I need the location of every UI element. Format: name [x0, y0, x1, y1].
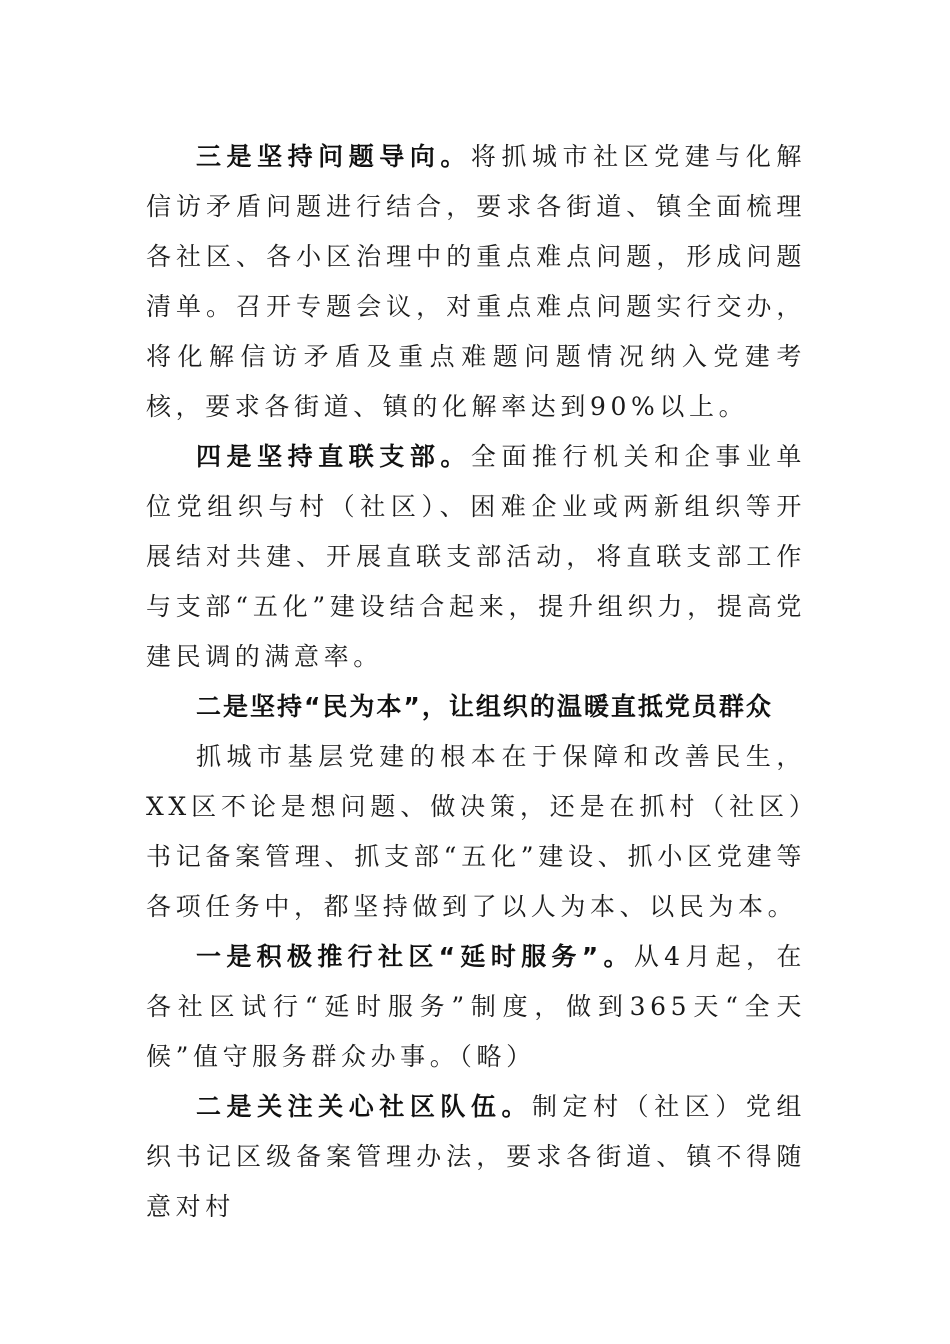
document-body — [146, 132, 806, 1232]
paragraph-problem-orientation — [146, 132, 806, 432]
paragraph-extended-service — [146, 932, 806, 1082]
paragraph-body: 全面推行机关和企事业单位党组织与村（社区）、困难企业或两新组织等开展结对共建、开展直联支部活动，将直联支部工作与支部“五化”建设结合起来，提升组织力，提高党建民调的满意率。 — [146, 442, 806, 671]
paragraph-lead: 四是坚持直联支部。 — [196, 442, 471, 471]
paragraph-lead: 三是坚持问题导向。 — [196, 142, 471, 171]
paragraph-direct-branch — [146, 432, 806, 682]
paragraph-body: 将抓城市社区党建与化解信访矛盾问题进行结合，要求各街道、镇全面梳理各社区、各小区治理中的重点难点问题，形成问题清单。召开专题会议，对重点难点问题实行交办，将化解信访矛盾及重点难题问题情况纳入党建考核，要求各街道、镇的化解率达到90%以上。 — [146, 142, 806, 421]
paragraph-body: 从4月起，在各社区试行“延时服务”制度，做到365天“全天候”值守服务群众办事。（略） — [146, 942, 806, 1071]
section-intro-paragraph: 抓城市基层党建的根本在于保障和改善民生，XX区不论是想问题、做决策，还是在抓村（社区）书记备案管理、抓支部“五化”建设、抓小区党建等各项任务中，都坚持做到了以人为本、以民为本。 — [146, 742, 806, 921]
paragraph-community-team — [146, 1082, 806, 1232]
section-heading: 二是坚持“民为本”，让组织的温暖直抵党员群众 — [196, 692, 773, 721]
paragraph-lead: 二是关注关心社区队伍。 — [196, 1092, 533, 1121]
paragraph-lead: 一是积极推行社区“延时服务”。 — [196, 942, 634, 971]
paragraph-body: 制定村（社区）党组织书记区级备案管理办法，要求各街道、镇不得随意对村 — [146, 1092, 806, 1221]
